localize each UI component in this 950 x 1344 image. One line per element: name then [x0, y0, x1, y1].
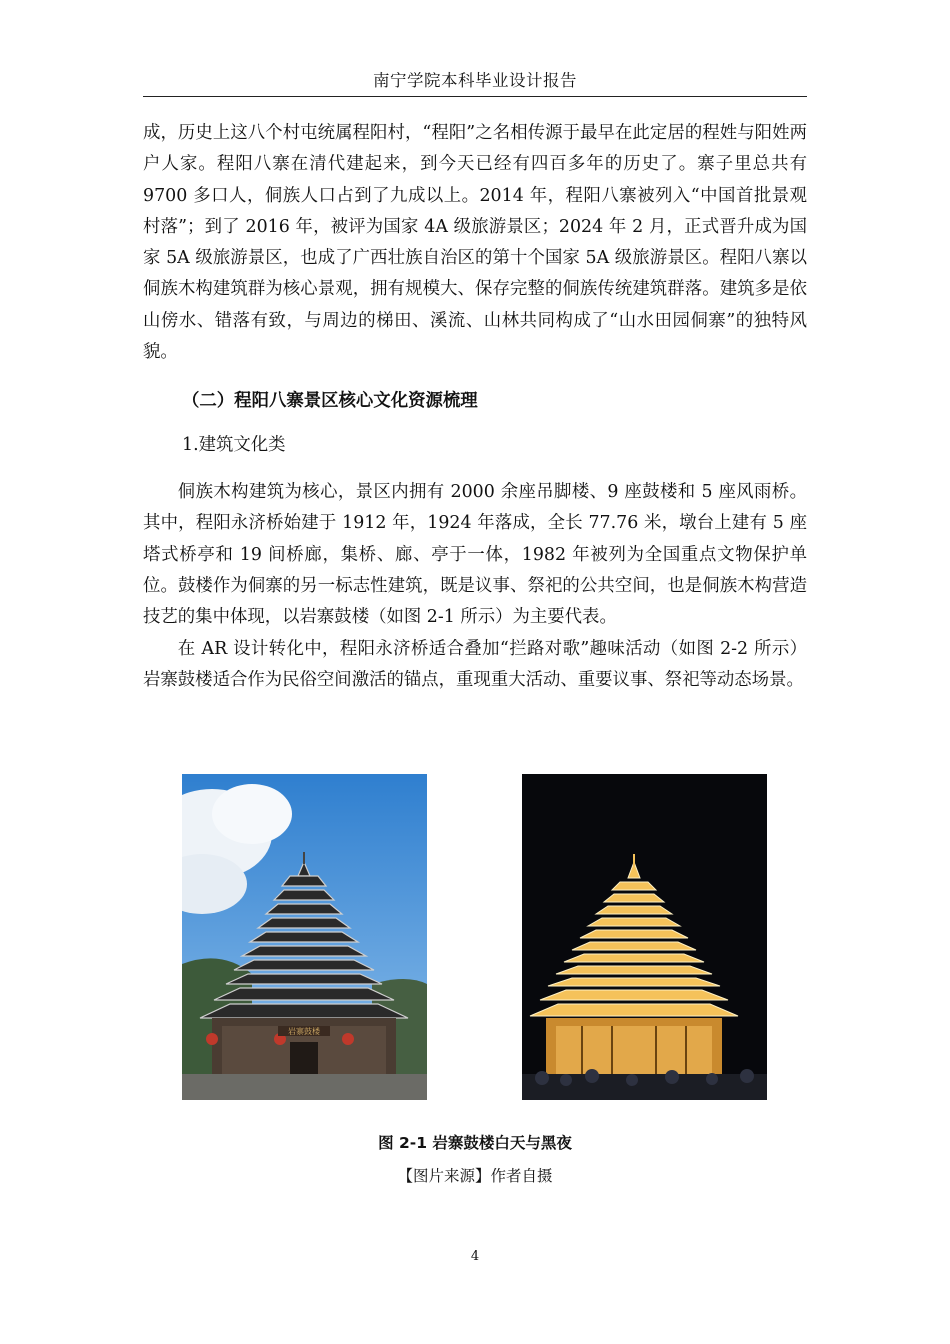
subsection-heading: 1.建筑文化类	[182, 435, 286, 455]
drum-tower-night-image	[522, 774, 767, 1100]
page-number: 4	[470, 1249, 480, 1264]
section-title: （二）程阳八寨景区核心文化资源梳理	[182, 391, 478, 411]
running-header: 南宁学院本科毕业设计报告	[373, 71, 577, 90]
drum-tower-day-photo	[182, 774, 427, 1100]
figure-source: 【图片来源】作者自摄	[397, 1167, 553, 1185]
drum-tower-day-image	[182, 774, 427, 1100]
header-rule	[143, 96, 807, 97]
paragraph-ar-design: 在 AR 设计转化中，程阳永济桥适合叠加“拦路对歌”趣味活动（如图 2-2 所示）岩寨鼓楼适合作为民俗空间激活的锚点，重现重大活动、重要议事、祭祀等动态场景。	[143, 639, 807, 691]
drum-tower-night-photo	[522, 774, 767, 1100]
figure-caption: 图 2-1 岩寨鼓楼白天与黑夜	[378, 1134, 572, 1152]
tower-sign: 岩寨鼓楼	[288, 1027, 320, 1036]
paragraph-intro: 成，历史上这八个村屯统属程阳村，“程阳”之名相传源于最早在此定居的程姓与阳姓两户人家。程阳八寨在清代建起来，到今天已经有四百多年的历史了。寨子里总共有 9700 多口人，侗族人口占到了九成以上。2014 年，程阳八寨被列入“中国首批景观村落”；到了 2016 年，被评为国家 4A 级旅游景区；2024 年 2 月，正式晋升成为国家 5A 级旅游景区，也成了广西壮族自治区的第十个国家 5A 级旅游景区。程阳八寨以侗族木构建筑群为核心景观，拥有规模大、保存完整的侗族传统建筑群落。建筑多是依山傍水、错落有致，与周边的梯田、溪流、山林共同构成了“山水田园侗寨”的独特风貌。	[143, 123, 807, 363]
paragraph-architecture: 侗族木构建筑为核心，景区内拥有 2000 余座吊脚楼、9 座鼓楼和 5 座风雨桥。其中，程阳永济桥始建于 1912 年，1924 年落成，全长 77.76 米，墩台上建有 5 座塔式桥亭和 19 间桥廊，集桥、廊、亭于一体，1982 年被列为全国重点文物保护单位。鼓楼作为侗寨的另一标志性建筑，既是议事、祭祀的公共空间，也是侗族木构营造技艺的集中体现，以岩寨鼓楼（如图 2-1 所示）为主要代表。	[143, 482, 807, 628]
